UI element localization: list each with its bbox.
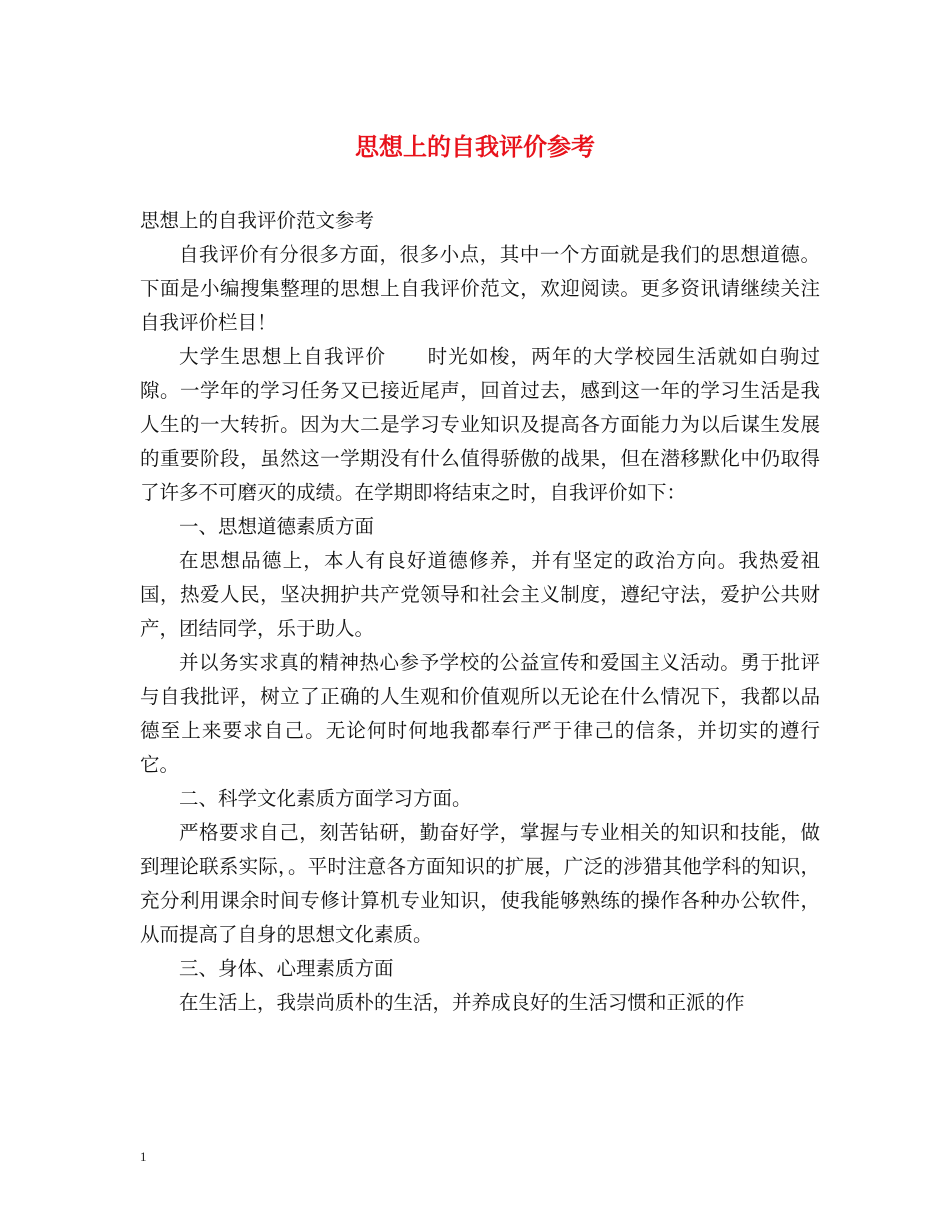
paragraph: 三、身体、心理素质方面	[179, 957, 394, 980]
paragraph: 一、思想道德素质方面	[179, 515, 375, 538]
paragraph: 严格要求自己，刻苦钻研，勤奋好学，掌握与专业相关的知识和技能，做到理论联系实际，。平时注意各方面知识的扩展，广泛的涉猎其他学科的知识，充分利用课余时间专修计算机专业知识，使我能够熟练的操作各种办公软件，从而提高了自身的思想文化素质。	[140, 821, 820, 946]
paragraph: 在思想品德上，本人有良好道德修养，并有坚定的政治方向。我热爱祖国，热爱人民，坚决拥护共产党领导和社会主义制度，遵纪守法，爱护公共财产，团结同学，乐于助人。	[140, 549, 820, 640]
paragraph: 大学生思想上自我评价 时光如梭，两年的大学校园生活就如白驹过隙。一学年的学习任务又已接近尾声，回首过去，感到这一年的学习生活是我人生的一大转折。因为大二是学习专业知识及提高各方面能力为以后谋生发展的重要阶段，虽然这一学期没有什么值得骄傲的战果，但在潜移默化中仍取得了许多不可磨灭的成绩。在学期即将结束之时，自我评价如下：	[140, 345, 820, 504]
document-title: 思想上的自我评价参考	[355, 133, 595, 161]
paragraph: 并以务实求真的精神热心参予学校的公益宣传和爱国主义活动。勇于批评与自我批评，树立了正确的人生观和价值观所以无论在什么情况下，我都以品德至上来要求自己。无论何时何地我都奉行严于律己的信条，并切实的遵行它。	[140, 651, 820, 776]
page-number: 1	[140, 1149, 147, 1164]
document-body	[140, 204, 820, 1020]
paragraph: 自我评价有分很多方面，很多小点，其中一个方面就是我们的思想道德。下面是小编搜集整理的思想上自我评价范文，欢迎阅读。更多资讯请继续关注自我评价栏目！	[140, 243, 820, 334]
paragraph: 思想上的自我评价范文参考	[140, 209, 375, 232]
paragraph: 在生活上，我崇尚质朴的生活，并养成良好的生活习惯和正派的作	[179, 991, 745, 1014]
paragraph: 二、科学文化素质方面学习方面。	[179, 787, 472, 810]
